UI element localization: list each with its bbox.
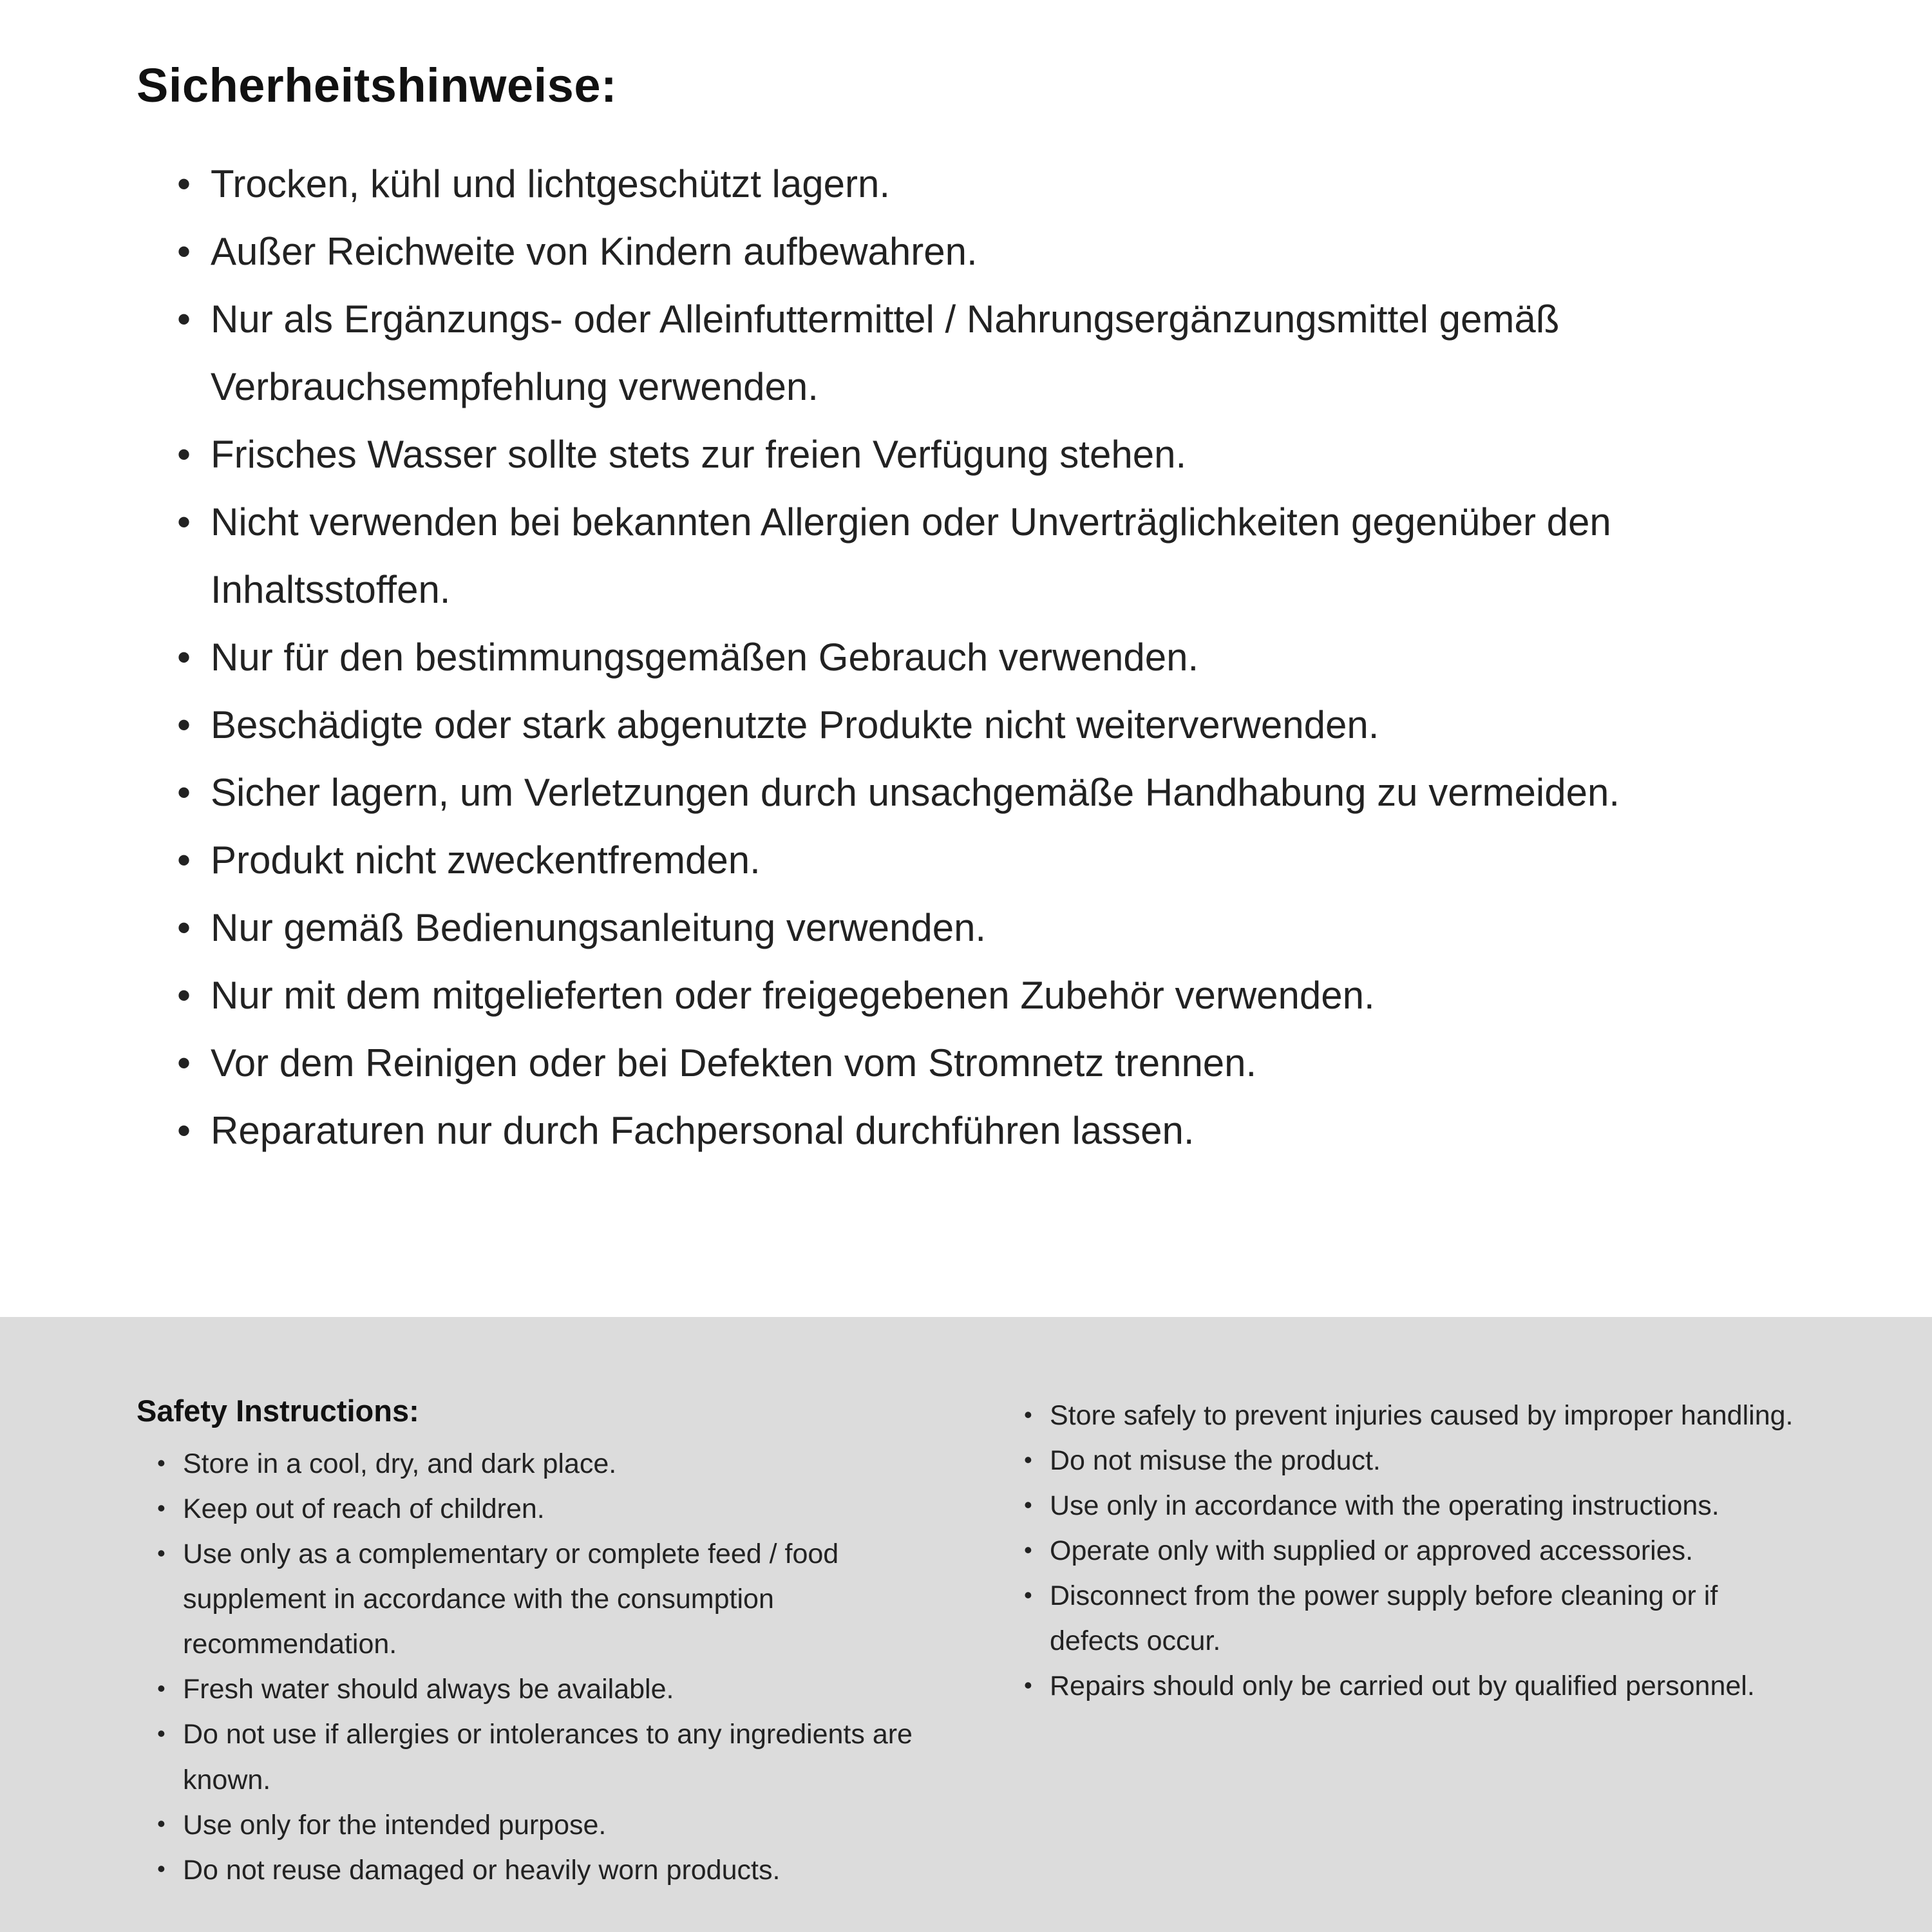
list-item: • Store in a cool, dry, and dark place. bbox=[155, 1441, 925, 1486]
english-bullet-list-right bbox=[1021, 1393, 1810, 1709]
list-item: • Trocken, kühl und lichtgeschützt lagern. bbox=[172, 150, 1801, 218]
list-item: • Nur als Ergänzungs- oder Alleinfuttermittel / Nahrungsergänzungsmittel gemäß Verbrauchsempfehlung verwenden. bbox=[172, 285, 1801, 421]
list-item: • Produkt nicht zweckentfremden. bbox=[172, 826, 1801, 894]
list-item: • Do not misuse the product. bbox=[1021, 1438, 1810, 1483]
german-heading: Sicherheitshinweise: bbox=[137, 59, 618, 112]
list-item: • Frisches Wasser sollte stets zur freien Verfügung stehen. bbox=[172, 421, 1801, 488]
list-item: • Außer Reichweite von Kindern aufbewahren. bbox=[172, 218, 1801, 285]
list-item: • Reparaturen nur durch Fachpersonal durchführen lassen. bbox=[172, 1097, 1801, 1164]
english-bullet-list-left bbox=[155, 1441, 925, 1893]
list-item: • Nur mit dem mitgelieferten oder freigegebenen Zubehör verwenden. bbox=[172, 961, 1801, 1029]
german-bullet-list bbox=[172, 150, 1801, 1164]
list-item: • Beschädigte oder stark abgenutzte Produkte nicht weiterverwenden. bbox=[172, 691, 1801, 759]
list-item: • Vor dem Reinigen oder bei Defekten vom Stromnetz trennen. bbox=[172, 1029, 1801, 1097]
list-item: • Sicher lagern, um Verletzungen durch unsachgemäße Handhabung zu vermeiden. bbox=[172, 759, 1801, 826]
list-item: • Do not use if allergies or intolerances to any ingredients are known. bbox=[155, 1712, 925, 1802]
list-item: • Use only for the intended purpose. bbox=[155, 1803, 925, 1848]
list-item: • Store safely to prevent injuries caused by improper handling. bbox=[1021, 1393, 1810, 1438]
english-section bbox=[0, 1317, 1932, 1932]
english-right-column bbox=[1021, 1393, 1810, 1932]
list-item: • Nur gemäß Bedienungsanleitung verwenden. bbox=[172, 894, 1801, 961]
list-item: • Nicht verwenden bei bekannten Allergien oder Unverträglichkeiten gegenüber den Inhaltsstoffen. bbox=[172, 488, 1801, 623]
list-item: • Disconnect from the power supply before cleaning or if defects occur. bbox=[1021, 1573, 1810, 1663]
english-heading: Safety Instructions: bbox=[137, 1394, 419, 1428]
list-item: • Do not reuse damaged or heavily worn products. bbox=[155, 1848, 925, 1893]
list-item: • Keep out of reach of children. bbox=[155, 1486, 925, 1531]
english-left-column bbox=[137, 1393, 925, 1932]
list-item: • Nur für den bestimmungsgemäßen Gebrauch verwenden. bbox=[172, 623, 1801, 691]
list-item: • Repairs should only be carried out by qualified personnel. bbox=[1021, 1663, 1810, 1709]
list-item: • Operate only with supplied or approved accessories. bbox=[1021, 1528, 1810, 1573]
list-item: • Fresh water should always be available. bbox=[155, 1667, 925, 1712]
list-item: • Use only in accordance with the operating instructions. bbox=[1021, 1483, 1810, 1528]
list-item: • Use only as a complementary or complete feed / food supplement in accordance with the consumption recommendation. bbox=[155, 1531, 925, 1667]
